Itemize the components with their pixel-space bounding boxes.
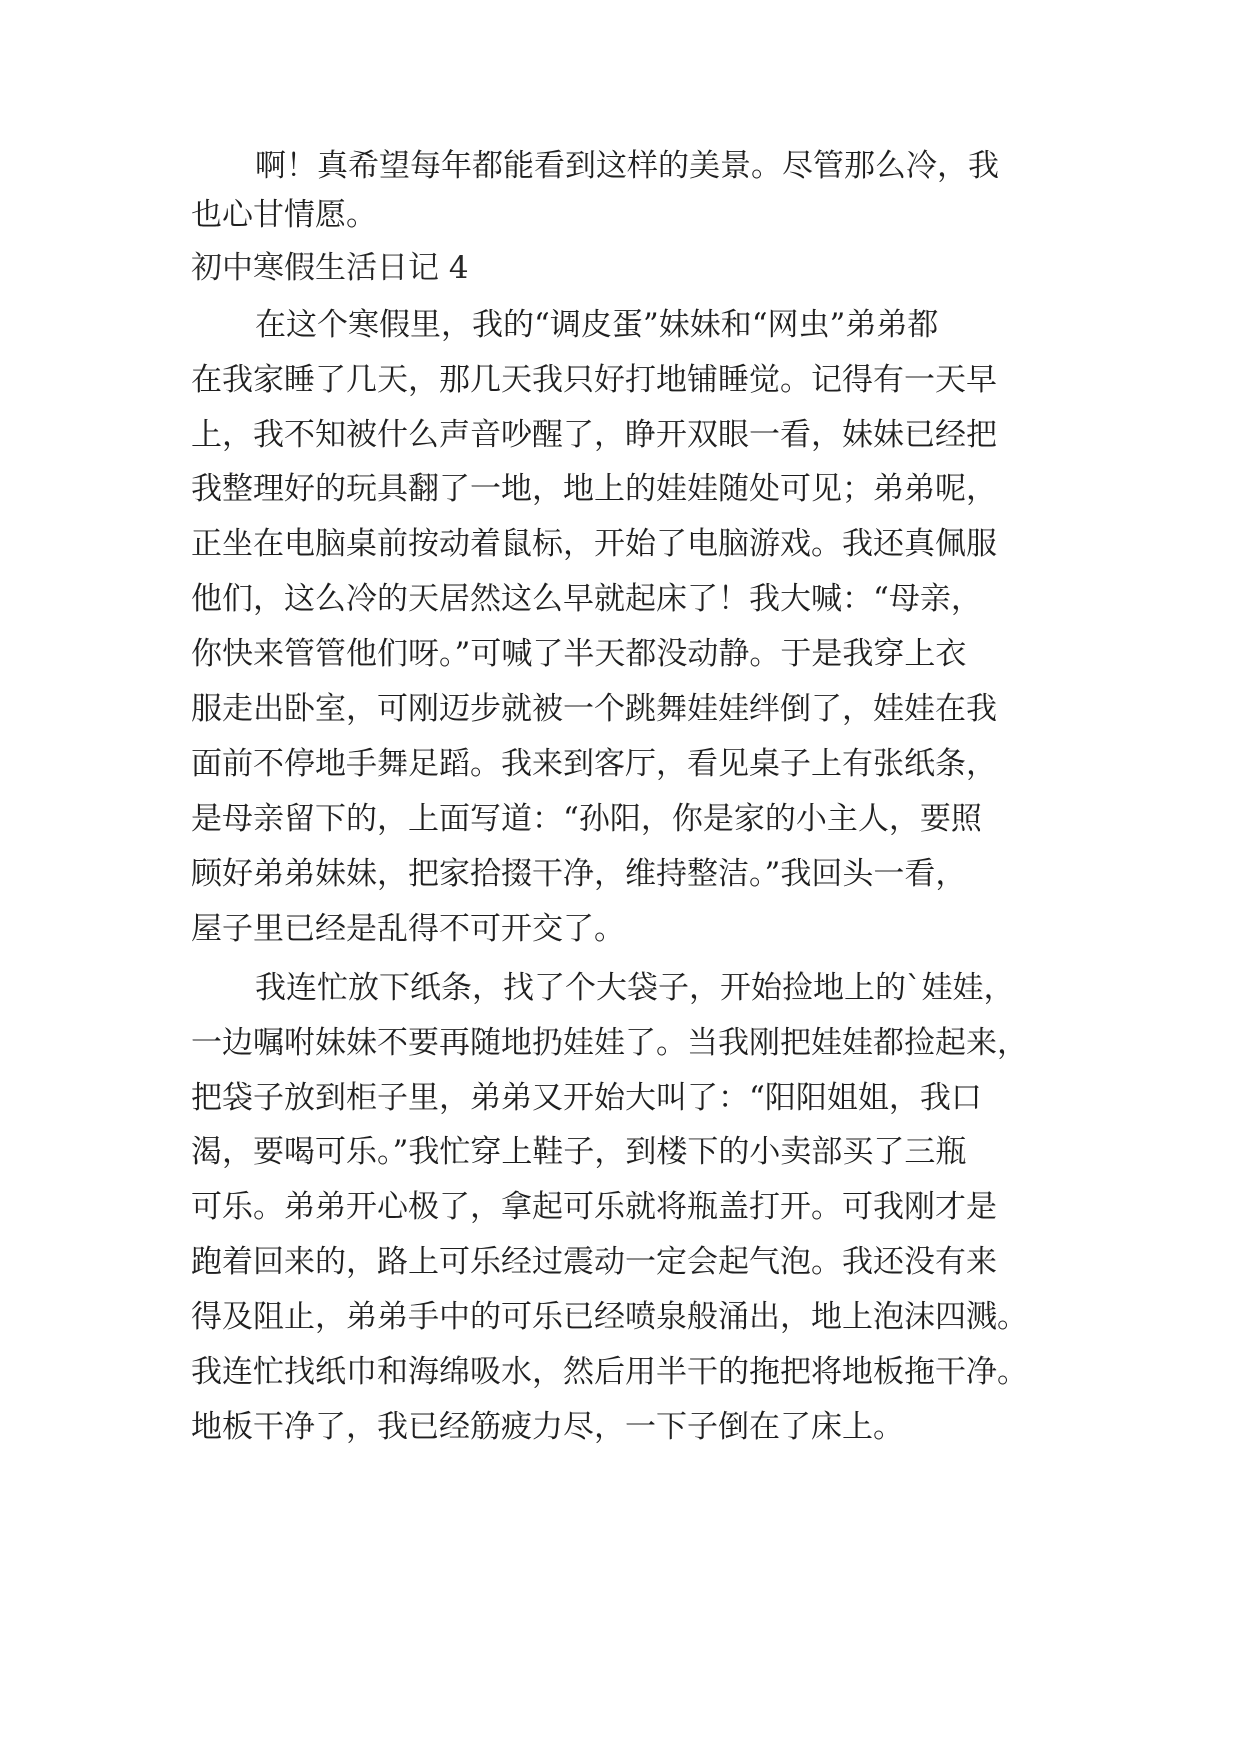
section-title: 初中寒假生活日记 4 [191, 250, 469, 286]
paragraph-1-line: 上，我不知被什么声音吵醒了，睁开双眼一看，妹妹已经把 [191, 417, 997, 453]
paragraph-1-line: 面前不停地手舞足蹈。我来到客厅，看见桌子上有张纸条， [191, 746, 997, 782]
paragraph-1-line: 顾好弟弟妹妹，把家拾掇干净，维持整洁。”我回头一看， [191, 856, 967, 892]
intro-paragraph-line: 也心甘情愿。 [191, 197, 377, 233]
paragraph-2-line: 得及阻止，弟弟手中的可乐已经喷泉般涌出，地上泡沫四溅。 [191, 1299, 1028, 1335]
paragraph-1-line: 他们，这么冷的天居然这么早就起床了！我大喊：“母亲， [191, 581, 982, 617]
paragraph-2-line: 我连忙找纸巾和海绵吸水，然后用半干的拖把将地板拖干净。 [191, 1354, 1028, 1390]
intro-paragraph-line: 啊！真希望每年都能看到这样的美景。尽管那么冷，我 [255, 148, 999, 184]
paragraph-1-line: 屋子里已经是乱得不可开交了。 [191, 911, 625, 947]
paragraph-2-line: 我连忙放下纸条，找了个大袋子，开始捡地上的`娃娃， [255, 970, 1015, 1006]
paragraph-2-line: 把袋子放到柜子里，弟弟又开始大叫了：“阳阳姐姐，我口 [191, 1080, 982, 1116]
paragraph-1-line: 你快来管管他们呀。”可喊了半天都没动静。于是我穿上衣 [191, 636, 967, 672]
paragraph-1-line: 在这个寒假里，我的“调皮蛋”妹妹和“网虫”弟弟都 [255, 307, 939, 343]
paragraph-1-line: 服走出卧室，可刚迈步就被一个跳舞娃娃绊倒了，娃娃在我 [191, 691, 997, 727]
paragraph-1-line: 是母亲留下的，上面写道：“孙阳，你是家的小主人，要照 [191, 801, 982, 837]
paragraph-2-line: 跑着回来的，路上可乐经过震动一定会起气泡。我还没有来 [191, 1244, 997, 1280]
paragraph-1-line: 在我家睡了几天，那几天我只好打地铺睡觉。记得有一天早 [191, 362, 997, 398]
paragraph-1-line: 我整理好的玩具翻了一地，地上的娃娃随处可见；弟弟呢， [191, 471, 997, 507]
paragraph-2-line: 一边嘱咐妹妹不要再随地扔娃娃了。当我刚把娃娃都捡起来， [191, 1025, 1028, 1061]
paragraph-2-line: 地板干净了，我已经筋疲力尽，一下子倒在了床上。 [191, 1409, 904, 1445]
paragraph-2-line: 渴，要喝可乐。”我忙穿上鞋子，到楼下的小卖部买了三瓶 [191, 1134, 967, 1170]
paragraph-1-line: 正坐在电脑桌前按动着鼠标，开始了电脑游戏。我还真佩服 [191, 526, 997, 562]
paragraph-2-line: 可乐。弟弟开心极了，拿起可乐就将瓶盖打开。可我刚才是 [191, 1189, 997, 1225]
